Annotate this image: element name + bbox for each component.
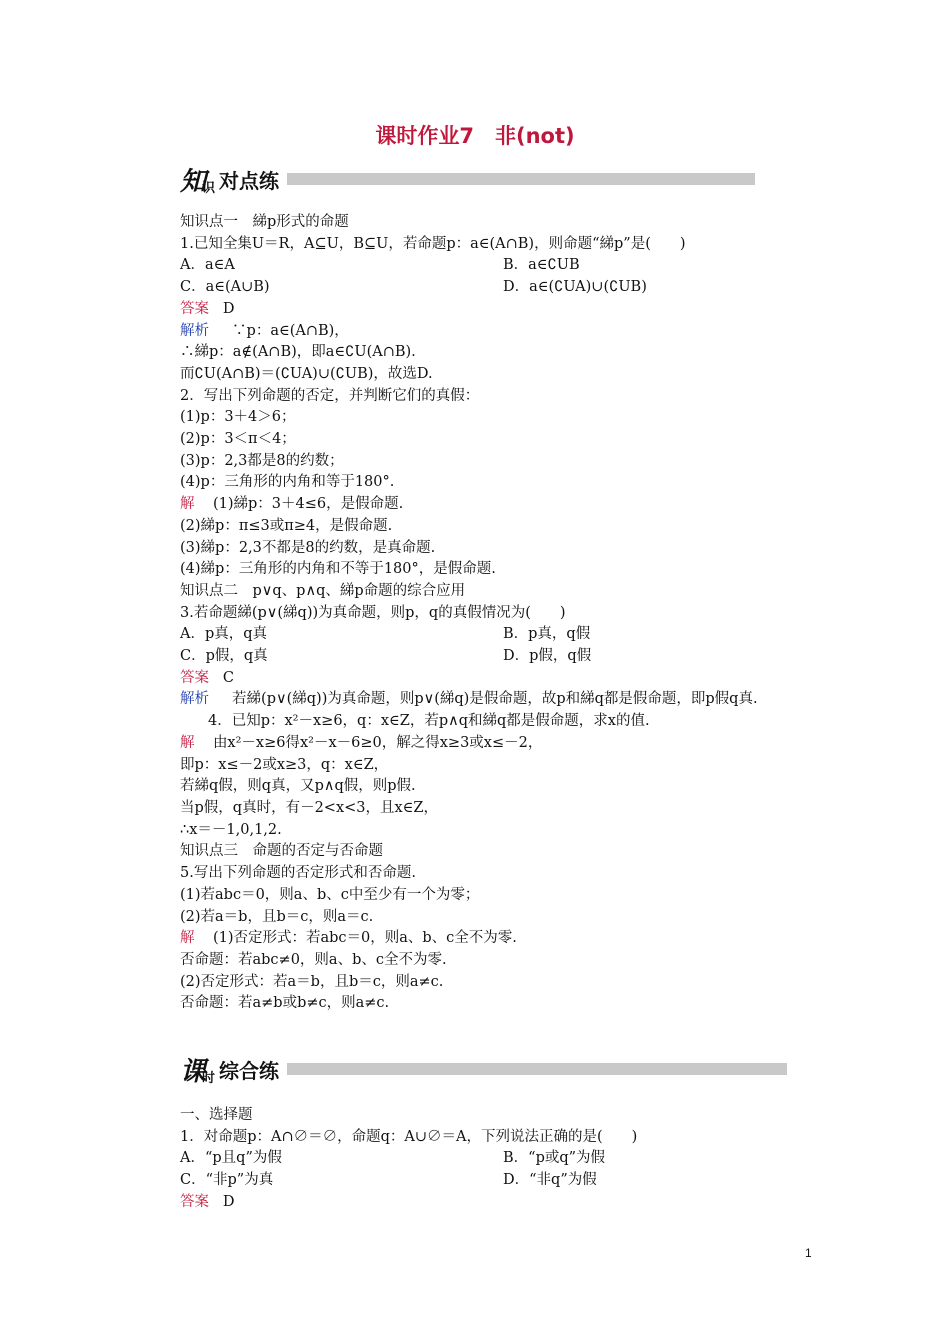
comprehensive-content [180, 1105, 820, 1214]
option-c: C．a∈(A∪B) [180, 279, 270, 296]
solution-line: (2)否定形式：若a＝b，且b＝c，则a≠c. [180, 973, 444, 990]
solution-line: (2)綈p：π≤3或π≥4，是假命题. [180, 517, 393, 534]
solution-label: 解 [180, 930, 195, 947]
section-label: 对点练 [219, 168, 280, 193]
solution-line: 否命题：若abc≠0，则a、b、c全不为零. [180, 951, 447, 968]
option-b: B．a∈∁UB [503, 257, 580, 274]
question-2-stem: 2．写出下列命题的否定，并判断它们的真假： [180, 387, 480, 404]
knowledge-point-1: 知识点一 綈p形式的命题 [180, 214, 349, 230]
solution-line: 若綈q假，则q真，又p∧q假，则p假. [180, 778, 416, 795]
question-3-stem: 3.若命题綈(p∨(綈q))为真命题，则p，q的真假情况为( ) [180, 604, 566, 621]
option-c: C．“非p”为真 [180, 1172, 274, 1189]
option-b: B．p真，q假 [503, 626, 591, 643]
solution-line: 由x²－x≥6得x²－x－6≥0，解之得x≥3或x≤－2， [212, 734, 543, 751]
question-2-item: (3)p：2,3都是8的约数； [180, 452, 344, 469]
question-4-stem: 4．已知p：x²－x≥6，q：x∈Z，若p∧q和綈q都是假命题，求x的值. [208, 713, 650, 730]
question-2-item: (4)p：三角形的内角和等于180°. [180, 474, 395, 491]
analysis-line: ∴綈p：a∉(A∩B)，即a∈∁U(A∩B). [180, 344, 416, 361]
choice-1-stem: 1．对命题p：A∩∅＝∅，命题q：A∪∅＝A，下列说法正确的是( ) [180, 1128, 638, 1145]
analysis-text: 若綈(p∨(綈q))为真命题，则p∨(綈q)是假命题，故p和綈q都是假命题，即p假q真. [232, 691, 758, 708]
section-banner-practice [180, 158, 755, 200]
solution-line: (3)綈p：2,3不都是8的约数，是真命题. [180, 539, 436, 556]
page-title: 课时作业7 非(not) [375, 124, 575, 148]
answer-label: 答案 [180, 669, 209, 686]
knowledge-point-2: 知识点二 p∨q、p∧q、綈p命题的综合应用 [180, 582, 466, 599]
answer-value: D [222, 1193, 235, 1210]
option-b: B．“p或q”为假 [503, 1150, 606, 1167]
answer-label: 答案 [180, 300, 209, 317]
solution-label: 解 [180, 496, 195, 513]
solution-line: ∴x＝－1,0,1,2. [180, 821, 282, 838]
question-5-item: (2)若a＝b，且b＝c，则a＝c. [180, 908, 374, 925]
question-1-answer [180, 299, 820, 321]
answer-value: C [222, 669, 234, 686]
question-2-item: (2)p：3＜π＜4； [180, 431, 296, 448]
page-number: 1 [805, 1246, 812, 1260]
option-d: D．a∈(∁UA)∪(∁UB) [503, 279, 647, 296]
solution-line: (4)綈p：三角形的内角和不等于180°，是假命题. [180, 561, 496, 578]
option-c: C．p假，q真 [180, 648, 268, 665]
part-heading: 一、选择题 [180, 1107, 253, 1123]
solution-line: 即p：x≤－2或x≥3，q：x∈Z， [180, 756, 389, 773]
choice-1-options-ab [180, 1148, 820, 1170]
option-d: D．“非q”为假 [503, 1172, 597, 1189]
question-5-stem: 5.写出下列命题的否定形式和否命题. [180, 865, 416, 882]
choice-1-answer [180, 1192, 820, 1214]
solution-label: 解 [180, 734, 195, 751]
question-3-analysis [136, 689, 820, 711]
practice-content [180, 212, 820, 1015]
knowledge-point-3: 知识点三 命题的否定与否命题 [180, 843, 383, 860]
question-4-solution [180, 733, 820, 755]
question-1-options-ab [180, 255, 820, 277]
question-2-solution [180, 494, 820, 516]
section-logo-small: 时 [202, 1070, 216, 1086]
section-logo: 课 [180, 1056, 205, 1087]
choice-1-options-cd [180, 1170, 820, 1192]
solution-line: 否命题：若a≠b或b≠c，则a≠c. [180, 995, 390, 1012]
option-d: D．p假，q假 [503, 648, 592, 665]
analysis-line: 而∁U(A∩B)＝(∁UA)∪(∁UB)，故选D. [180, 365, 433, 382]
section-banner-comprehensive [180, 1048, 787, 1090]
question-1-options-cd [180, 277, 820, 299]
section-logo-small: 识 [202, 180, 216, 196]
solution-line: 当p假，q真时，有－2<x<3，且x∈Z， [180, 799, 438, 816]
question-5-solution [180, 928, 820, 950]
question-3-options-cd [180, 646, 820, 668]
option-a: A．“p且q”为假 [180, 1150, 282, 1167]
section-bar [287, 1063, 787, 1075]
solution-line: (1)綈p：3＋4≤6，是假命题. [212, 496, 404, 513]
section-label: 综合练 [219, 1058, 280, 1083]
answer-value: D [222, 300, 235, 317]
analysis-line: ∵p：a∈(A∩B)， [232, 322, 349, 339]
option-a: A．p真，q真 [180, 626, 268, 643]
question-1-analysis [180, 321, 820, 343]
section-bar [287, 173, 755, 185]
question-3-options-ab [180, 624, 820, 646]
answer-label: 答案 [180, 1193, 209, 1210]
question-2-item: (1)p：3＋4＞6； [180, 409, 296, 426]
option-a: A．a∈A [180, 257, 235, 274]
question-3-answer [180, 668, 820, 690]
section-logo: 知 [180, 166, 205, 197]
solution-line: (1)否定形式：若abc＝0，则a、b、c全不为零. [212, 930, 517, 947]
analysis-label: 解析 [180, 691, 209, 708]
question-1-stem: 1.已知全集U＝R，A⊆U，B⊆U，若命题p：a∈(A∩B)，则命题“綈p”是( ) [180, 235, 686, 252]
question-5-item: (1)若abc＝0，则a、b、c中至少有一个为零； [180, 886, 480, 903]
analysis-label: 解析 [180, 322, 209, 339]
